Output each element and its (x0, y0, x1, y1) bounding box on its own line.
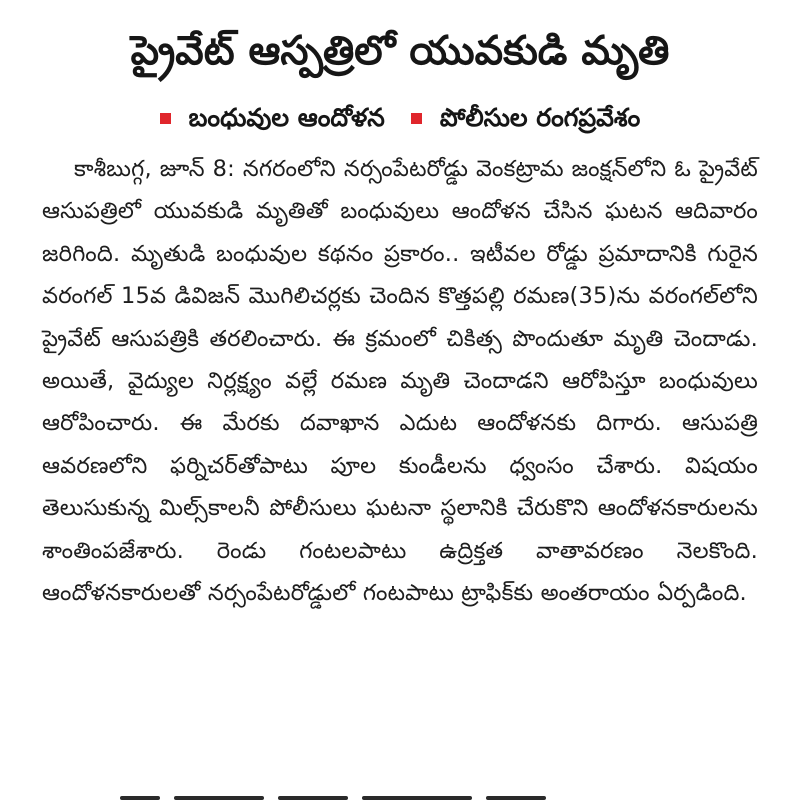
red-square-bullet-icon (160, 113, 171, 124)
subhead-label: పోలీసుల రంగప్రవేశం (439, 103, 641, 132)
subheads (42, 98, 758, 138)
red-square-bullet-icon (411, 113, 422, 124)
subhead-police-entry (411, 98, 640, 138)
subhead-label: బంధువుల ఆందోళన (188, 103, 385, 132)
subhead-relatives-protest (160, 98, 385, 138)
article-body: కాశీబుగ్గ, జూన్ 8: నగరంలోని నర్సంపేటరోడ్డు వెంకట్రామ జంక్షన్‌లోని ఓ ప్రైవేట్ ఆసుపత్రిలో యువకుడి మృతితో బంధువులు ఆందోళన చేసిన ఘటన ఆదివారం జరిగింది. మృతుడి బంధువుల కథనం ప్రకారం.. ఇటీవల రోడ్డు ప్రమాదానికి గురైన వరంగల్ 15వ డివిజన్ మొగిలిచర్లకు చెందిన కొత్తపల్లి రమణ(35)ను వరంగల్‌లోని ప్రైవేట్ ఆసుపత్రికి తరలించారు. ఈ క్రమంలో చికిత్స పొందుతూ మృతి చెందాడు. అయితే, వైద్యుల నిర్లక్ష్యం వల్లే రమణ మృతి చెందాడని ఆరోపిస్తూ బంధువులు ఆరోపించారు. ఈ మేరకు దవాఖాన ఎదుట ఆందోళనకు దిగారు. ఆసుపత్రి ఆవరణలోని ఫర్నిచర్‌తోపాటు పూల కుండీలను ధ్వంసం చేశారు. విషయం తెలుసుకున్న మిల్స్‌కాలనీ పోలీసులు ఘటనా స్థలానికి చేరుకొని ఆందోళనకారులను శాంతింపజేశారు. రెండు గంటలపాటు ఉద్రిక్తత వాతావరణం నెలకొంది. ఆందోళనకారులతో నర్సంపేటరోడ్డులో గంటపాటు ట్రాఫిక్‌కు అంతరాయం ఏర్పడింది. (42, 156, 758, 607)
headline: ప్రైవేట్ ఆస్పత్రిలో యువకుడి మృతి (130, 28, 670, 74)
next-article-cutoff (120, 796, 640, 803)
